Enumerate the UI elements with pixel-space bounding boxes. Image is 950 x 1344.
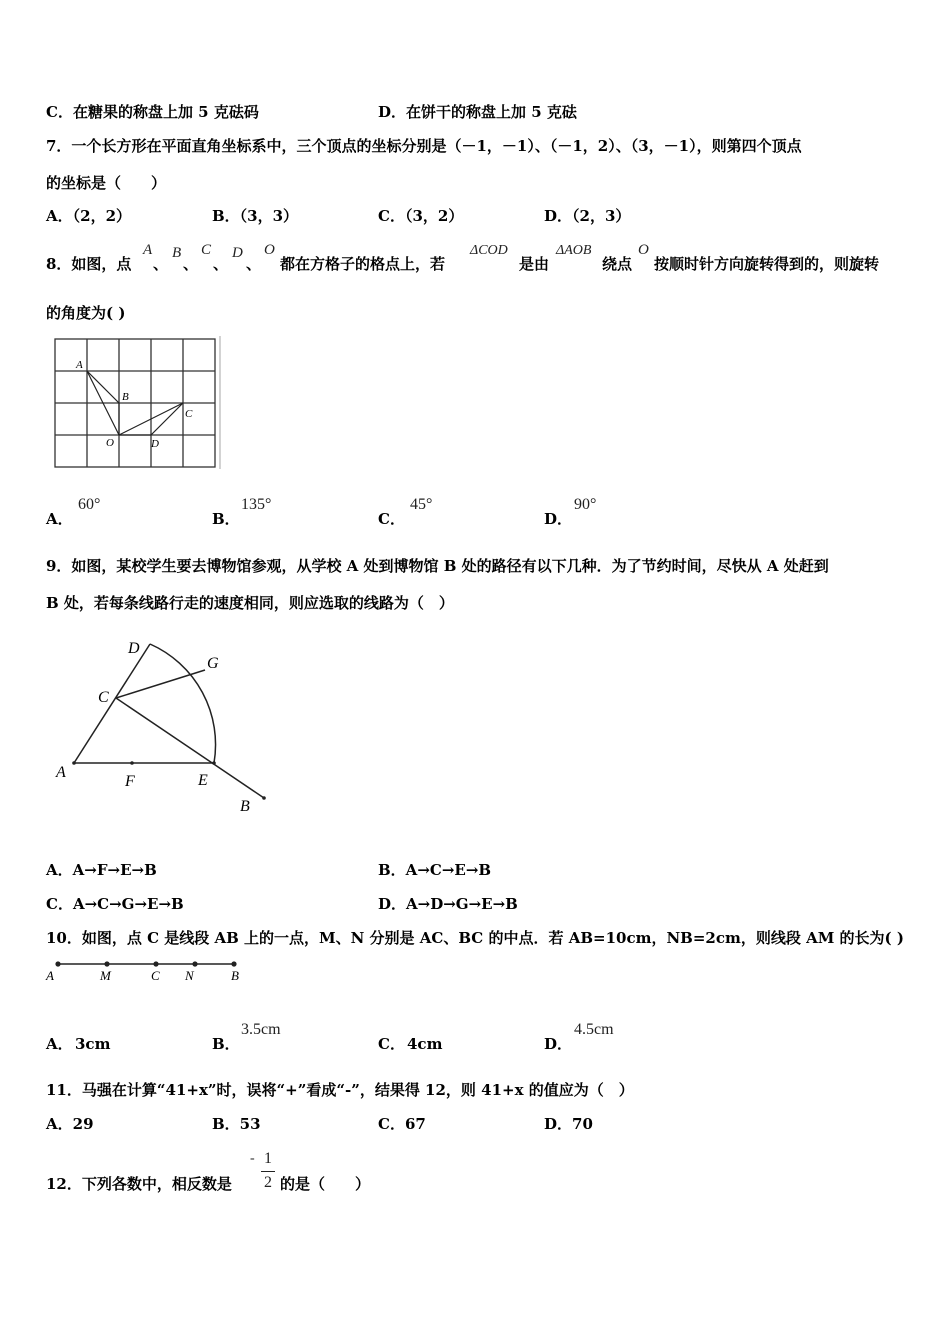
q11-stem: 11．马强在计算“41+x”时，误将“+”看成“-”，结果得 12，则 41+x 的值应为（ ） bbox=[46, 1081, 634, 1099]
q10-figure-label-a: A bbox=[46, 968, 54, 983]
q8-option-a-letter: A． bbox=[46, 510, 73, 528]
q10-option-a-letter: A． bbox=[46, 1035, 73, 1053]
q8-sep-2: 、 bbox=[183, 255, 199, 273]
q10-option-b-letter: B． bbox=[212, 1035, 240, 1053]
q10-figure-label-m: M bbox=[100, 968, 111, 983]
q8-triangle-cod: ΔCOD bbox=[470, 243, 508, 258]
q7-stem-line2: 的坐标是（ ） bbox=[46, 174, 167, 192]
q8-option-a-value: 60° bbox=[78, 496, 101, 513]
q9-figure-label-e: E bbox=[198, 772, 208, 789]
q7-option-a: A．（2，2） bbox=[46, 207, 132, 225]
q8-triangle-aob: ΔAOB bbox=[556, 243, 592, 258]
q8-stem-mid3: 绕点 bbox=[602, 255, 633, 273]
q12-fraction-numerator: 1 bbox=[264, 1150, 272, 1167]
q9-route-figure bbox=[50, 630, 290, 820]
q7-option-b: B．（3，3） bbox=[212, 207, 299, 225]
q10-segment-figure bbox=[44, 955, 244, 985]
q8-grid-figure bbox=[52, 336, 227, 471]
q8-point-o: O bbox=[264, 242, 275, 258]
q8-figure-label-d: D bbox=[151, 438, 159, 450]
q8-option-c-value: 45° bbox=[410, 496, 433, 513]
q10-option-a-value: 3cm bbox=[75, 1035, 111, 1053]
q9-stem-line2: B 处，若每条线路行走的速度相同，则应选取的线路为（ ） bbox=[46, 594, 454, 612]
q8-point-c: C bbox=[201, 242, 212, 258]
q8-option-b-value: 135° bbox=[241, 496, 272, 513]
q8-point-o-2: O bbox=[638, 242, 649, 258]
q8-point-d: D bbox=[232, 245, 243, 261]
q10-figure-label-n: N bbox=[185, 968, 194, 983]
q11-option-c: C．67 bbox=[378, 1115, 426, 1133]
q9-option-a: A．A→F→E→B bbox=[46, 861, 157, 879]
q9-stem-line1: 9．如图，某校学生要去博物馆参观，从学校 A 处到博物馆 B 处的路径有以下几种．为了节约时间，尽快从 A 处赶到 bbox=[46, 557, 829, 575]
q9-option-b: B．A→C→E→B bbox=[378, 861, 492, 879]
q8-option-c-letter: C． bbox=[378, 510, 405, 528]
q8-sep-4: 、 bbox=[246, 255, 262, 273]
q10-option-b-value: 3.5cm bbox=[241, 1021, 281, 1038]
q12-fraction-bar bbox=[261, 1171, 275, 1172]
q10-option-d-letter: D． bbox=[544, 1035, 573, 1053]
q8-sep-3: 、 bbox=[213, 255, 229, 273]
q8-stem-end: 按顺时针方向旋转得到的，则旋转 bbox=[654, 255, 880, 273]
q7-option-d: D．（2，3） bbox=[544, 207, 631, 225]
q10-option-d-value: 4.5cm bbox=[574, 1021, 614, 1038]
q10-figure-label-b: B bbox=[231, 968, 239, 983]
q8-figure-label-c: C bbox=[185, 408, 193, 420]
q11-option-a: A．29 bbox=[46, 1115, 94, 1133]
q8-option-d-value: 90° bbox=[574, 496, 597, 513]
q9-option-c: C．A→C→G→E→B bbox=[46, 895, 184, 913]
q7-option-c: C．（3，2） bbox=[378, 207, 464, 225]
q12-negative-sign: - bbox=[250, 1151, 255, 1166]
q8-stem-mid2: 是由 bbox=[519, 255, 550, 273]
q8-option-d-letter: D． bbox=[544, 510, 573, 528]
q12-fraction-denominator: 2 bbox=[264, 1174, 272, 1191]
q8-stem-start: 8．如图，点 bbox=[46, 255, 132, 273]
q8-sep-1: 、 bbox=[153, 255, 169, 273]
q9-figure-label-f: F bbox=[125, 773, 135, 790]
q9-figure-label-g: G bbox=[207, 655, 219, 672]
q8-figure-label-a: A bbox=[76, 359, 83, 371]
q6-option-d: D．在饼干的称盘上加 5 克砝 bbox=[378, 103, 577, 121]
q10-option-c-value: 4cm bbox=[407, 1035, 443, 1053]
q11-option-d: D．70 bbox=[544, 1115, 593, 1133]
q8-point-b: B bbox=[172, 245, 182, 261]
q9-figure-label-c: C bbox=[98, 689, 109, 706]
q8-figure-label-o: O bbox=[106, 437, 114, 449]
q8-stem-mid1: 都在方格子的格点上，若 bbox=[280, 255, 446, 273]
q9-figure-label-d: D bbox=[128, 640, 140, 657]
q9-figure-label-b: B bbox=[240, 798, 250, 815]
q12-stem-end: 的是（ ） bbox=[280, 1175, 371, 1193]
q8-option-b-letter: B． bbox=[212, 510, 240, 528]
q9-option-d: D．A→D→G→E→B bbox=[378, 895, 518, 913]
q11-option-b: B．53 bbox=[212, 1115, 261, 1133]
q10-figure-label-c: C bbox=[151, 968, 160, 983]
q6-option-c: C．在糖果的称盘上加 5 克砝码 bbox=[46, 103, 259, 121]
q7-stem-line1: 7．一个长方形在平面直角坐标系中，三个顶点的坐标分别是（－1，－1）、（－1，2）、（3，－1），则第四个顶点 bbox=[46, 137, 802, 155]
q8-point-a: A bbox=[143, 242, 153, 258]
q12-stem-start: 12．下列各数中，相反数是 bbox=[46, 1175, 232, 1193]
q10-stem: 10．如图，点 C 是线段 AB 上的一点，M、N 分别是 AC、BC 的中点．若 AB=10cm，NB=2cm，则线段 AM 的长为( ) bbox=[46, 929, 904, 947]
q9-figure-label-a: A bbox=[56, 764, 66, 781]
q8-figure-label-b: B bbox=[122, 391, 129, 403]
q8-stem-line2: 的角度为( ) bbox=[46, 304, 126, 322]
q10-option-c-letter: C． bbox=[378, 1035, 405, 1053]
